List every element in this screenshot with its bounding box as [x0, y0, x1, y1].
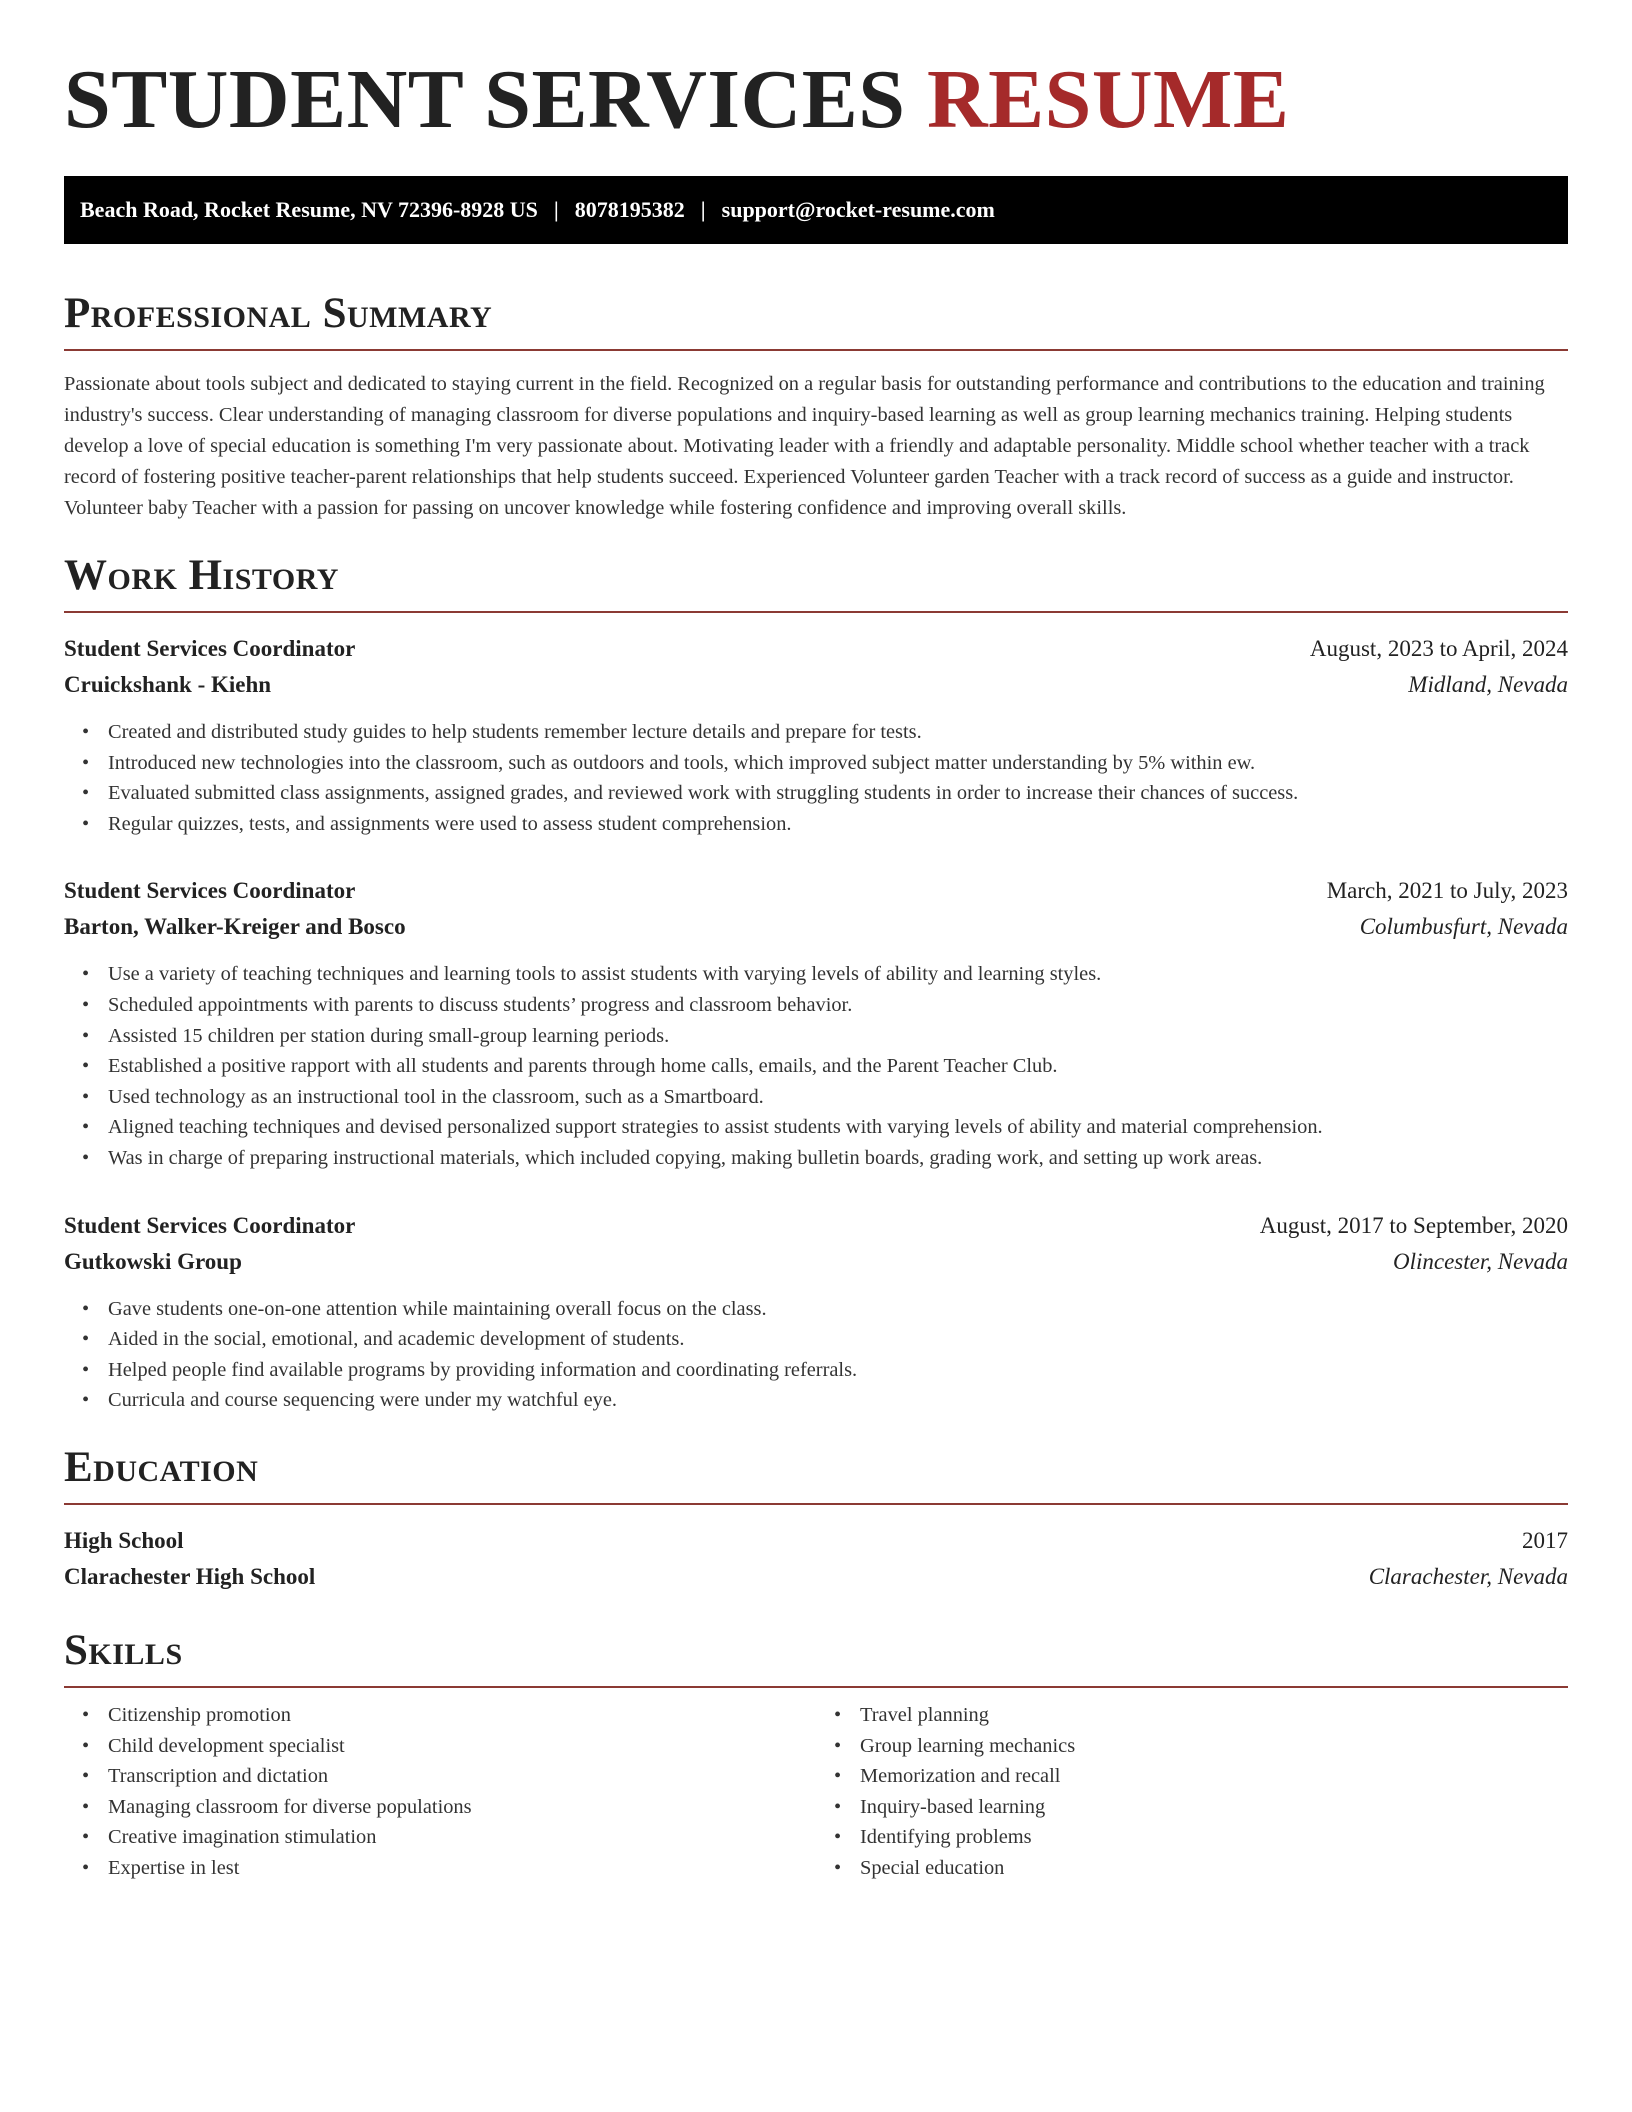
summary-text: Passionate about tools subject and dedicated to staying current in the field. Recognized on a regular basis for outstanding performance and contributions to the education and training industry's success. Clear understanding of managing classroom for diverse populations and inquiry-based learning as well as group learning mechanics training. Helping students develop a love of special education is something I'm very passionate about. Motivating leader with a friendly and adaptable personality. Middle school whether teacher with a track record of fostering positive teacher-parent relationships that help students succeed. Experienced Volunteer garden Teacher with a track record of success as a guide and instructor. Volunteer baby Teacher with a passion for passing on uncover knowledge while fostering confidence and improving overall skills. [64, 373, 1545, 519]
skills-grid [64, 1700, 1568, 1884]
job-location: Columbusfurt, Nevada [1359, 914, 1568, 940]
job-company-row [64, 909, 1568, 945]
skill-item: • Special education [860, 1853, 1568, 1884]
contact-separator: | [553, 197, 559, 222]
skill-item: • Transcription and dictation [108, 1761, 816, 1792]
job-bullet: • Helped people find available programs by providing information and coordinating referrals. [108, 1355, 1568, 1386]
skill-item: • Child development specialist [108, 1731, 816, 1762]
skill-item: • Group learning mechanics [860, 1731, 1568, 1762]
skill-item: • Managing classroom for diverse populations [108, 1792, 816, 1823]
education-degree: High School [64, 1527, 184, 1553]
job-bullet: • Curricula and course sequencing were under my watchful eye. [108, 1385, 1568, 1416]
education-entry [64, 1523, 1568, 1595]
job-bullet: • Aided in the social, emotional, and academic development of students. [108, 1324, 1568, 1355]
job-bullet: • Introduced new technologies into the classroom, such as outdoors and tools, which improved subject matter understanding by 5% within ew. [108, 748, 1568, 779]
skill-item: • Inquiry-based learning [860, 1792, 1568, 1823]
skills-section [64, 1626, 1568, 1884]
summary-section [64, 292, 1568, 524]
education-school-row [64, 1559, 1568, 1595]
skill-item: • Memorization and recall [860, 1761, 1568, 1792]
education-school: Clarachester High School [64, 1563, 316, 1589]
job-bullet: • Scheduled appointments with parents to discuss students’ progress and classroom behavior. [108, 990, 1568, 1021]
contact-phone: 8078195382 [574, 197, 685, 222]
job-title: Student Services Coordinator [64, 1212, 356, 1238]
job-company: Barton, Walker-Kreiger and Bosco [64, 914, 406, 940]
job-header-row [64, 873, 1568, 909]
job-dates: August, 2023 to April, 2024 [1309, 636, 1568, 661]
job-company-row [64, 1244, 1568, 1280]
job-dates: August, 2017 to September, 2020 [1259, 1212, 1568, 1238]
job-bullet: • Established a positive rapport with all students and parents through home calls, emails, and the Parent Teacher Club. [108, 1051, 1568, 1082]
job-dates: March, 2021 to July, 2023 [1326, 878, 1568, 904]
job-bullet: • Created and distributed study guides to help students remember lecture details and prepare for tests. [108, 717, 1568, 748]
job-location: Olincester, Nevada [1392, 1248, 1568, 1274]
job-title: Student Services Coordinator [64, 878, 356, 904]
resume-title [64, 0, 1568, 146]
skill-item: • Expertise in lest [108, 1853, 816, 1884]
contact-address: Beach Road, Rocket Resume, NV 72396-8928 US [80, 197, 538, 222]
education-location: Clarachester, Nevada [1368, 1563, 1568, 1589]
education-degree-row [64, 1523, 1568, 1559]
contact-email: support@rocket-resume.com [721, 197, 995, 222]
job-bullet: • Aligned teaching techniques and devised personalized support strategies to assist students with varying levels of ability and material comprehension. [108, 1112, 1568, 1143]
education-heading: Education [64, 1446, 1568, 1505]
skill-item: • Creative imagination stimulation [108, 1822, 816, 1853]
job-company: Gutkowski Group [64, 1248, 242, 1274]
skill-item: • Identifying problems [860, 1822, 1568, 1853]
work-history-heading: Work History [64, 554, 1568, 613]
job-bullet: • Regular quizzes, tests, and assignments were used to assess student comprehension. [108, 809, 1568, 840]
job-bullet: • Used technology as an instructional tool in the classroom, such as a Smartboard. [108, 1082, 1568, 1113]
skill-item: • Travel planning [860, 1700, 1568, 1731]
job-bullet: • Assisted 15 children per station during small-group learning periods. [108, 1021, 1568, 1052]
skills-list-left [64, 1700, 816, 1884]
education-section [64, 1443, 1568, 1595]
education-year: 2017 [1522, 1527, 1568, 1553]
job-bullet-list [64, 717, 1568, 839]
job-bullet: • Evaluated submitted class assignments, assigned grades, and reviewed work with struggling students in order to increase their chances of success. [108, 778, 1568, 809]
job-bullet: • Gave students one-on-one attention while maintaining overall focus on the class. [108, 1294, 1568, 1325]
job-header-row [64, 1208, 1568, 1244]
title-accent: RESUME [926, 53, 1290, 146]
title-main: STUDENT SERVICES [64, 53, 906, 146]
job-bullet: • Use a variety of teaching techniques and learning tools to assist students with varying levels of ability and learning styles. [108, 959, 1568, 990]
job-title: Student Services Coordinator [64, 636, 356, 661]
contact-separator: | [700, 197, 706, 222]
job-bullet-list [64, 1294, 1568, 1416]
summary-heading: Professional Summary [64, 292, 1568, 351]
job-location: Midland, Nevada [1408, 672, 1568, 697]
contact-bar [64, 176, 1568, 244]
job-entry [64, 873, 1568, 1173]
skills-list-right [816, 1700, 1568, 1884]
work-history-section [64, 554, 1568, 1416]
job-bullet: • Was in charge of preparing instructional materials, which included copying, making bulletin boards, grading work, and setting up work areas. [108, 1143, 1568, 1174]
job-header-row [64, 631, 1568, 667]
job-bullet-list [64, 959, 1568, 1173]
job-entry [64, 1208, 1568, 1416]
job-entry [64, 631, 1568, 839]
skill-item: • Citizenship promotion [108, 1700, 816, 1731]
job-company: Cruickshank - Kiehn [64, 672, 272, 697]
skills-heading: Skills [64, 1629, 1568, 1688]
job-company-row [64, 667, 1568, 703]
